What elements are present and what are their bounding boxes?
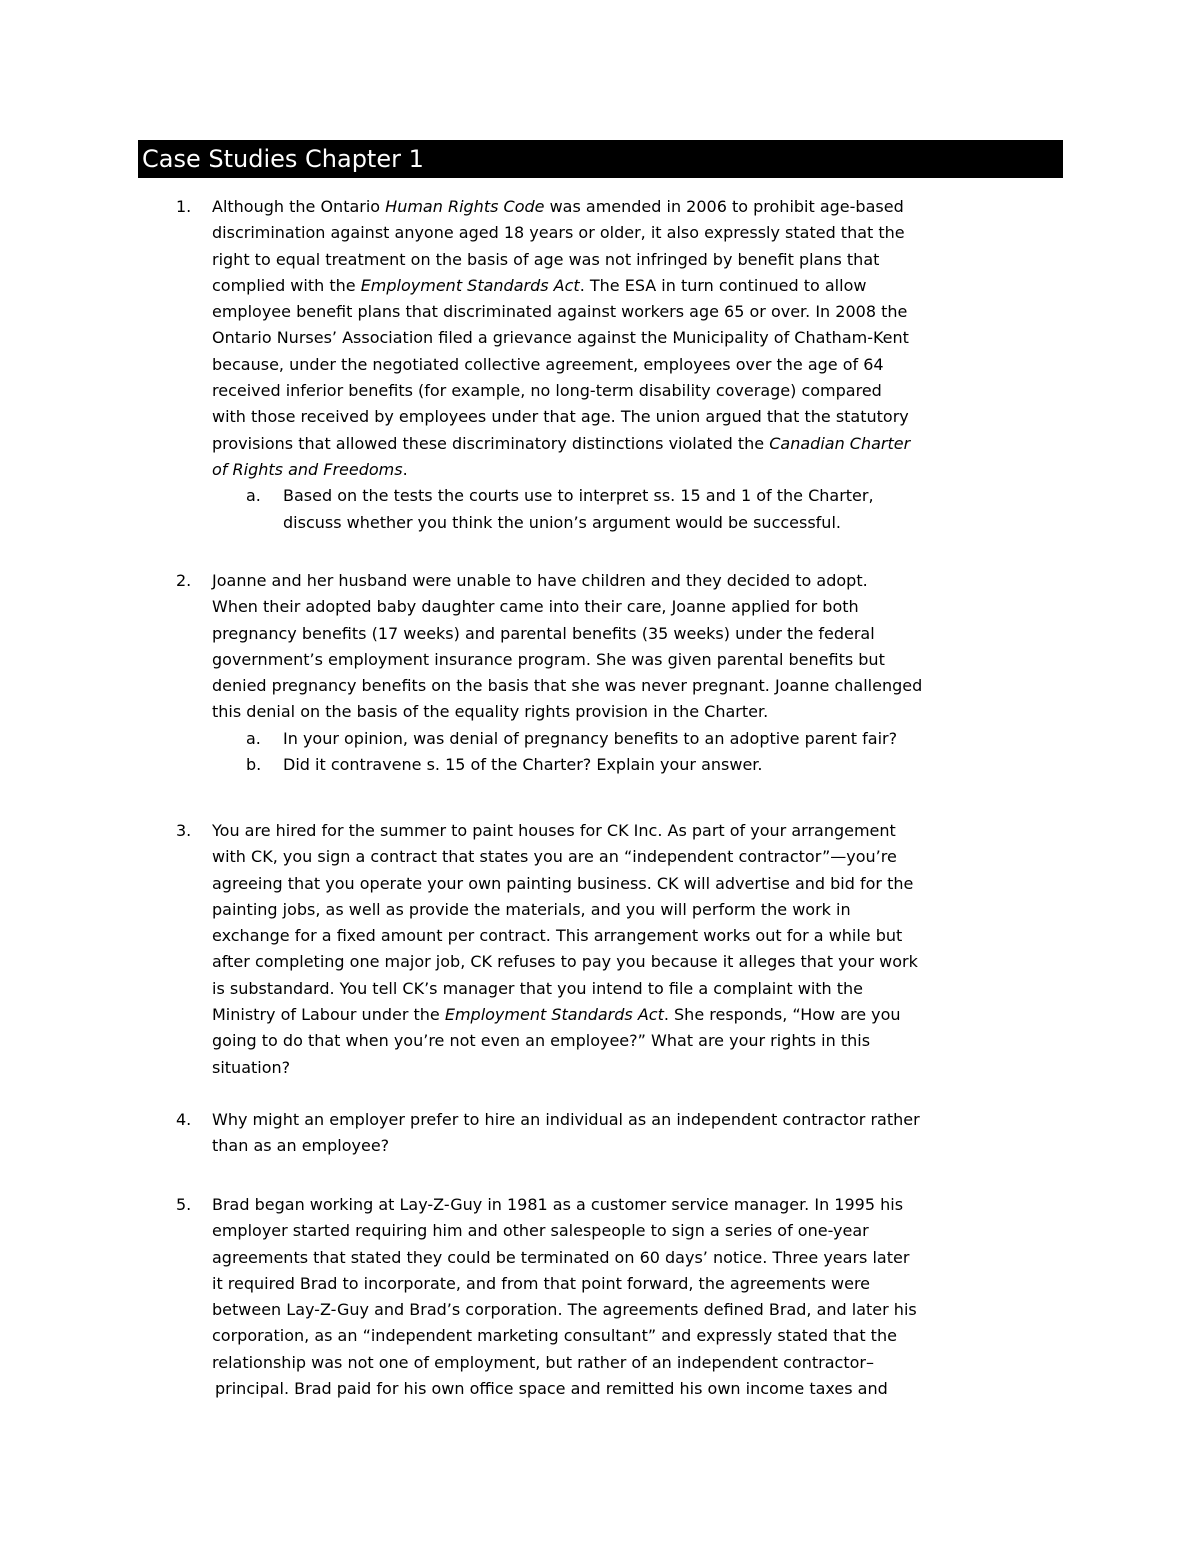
text-run: it required Brad to incorporate, and from that point forward, the agreements were [212, 1273, 871, 1293]
text-line [212, 871, 982, 897]
text-line: In your opinion, was denial of pregnancy benefits to an adoptive parent fair? [283, 728, 898, 748]
text-line [212, 1028, 982, 1054]
text-run: Brad began working at Lay-Z-Guy in 1981 as a customer service manager. In 1995 his [212, 1195, 904, 1214]
text-line [212, 1002, 982, 1028]
text-line [212, 378, 982, 404]
text-line [212, 844, 982, 870]
text-run: Although the Ontario [212, 197, 386, 216]
text-line [212, 404, 982, 430]
question-number: 3. [176, 821, 192, 840]
text-line [212, 699, 982, 725]
text-run: corporation, as an “independent marketing consultant” and expressly stated that the [212, 1326, 897, 1346]
text-line [212, 457, 982, 483]
text-line: discuss whether you think the union’s argument would be successful. [283, 512, 841, 532]
sub-question-text [283, 726, 983, 752]
italic-text: Human Rights Code [385, 197, 545, 216]
text-run: Why might an employer prefer to hire an individual as an independent contractor rather [212, 1110, 920, 1129]
text-run: painting jobs, as well as provide the materials, and you will perform the work in [212, 899, 851, 919]
question-text [212, 1192, 982, 1402]
text-run: employee benefit plans that discriminated against workers age 65 or over. In 2008 the [212, 302, 908, 322]
text-run: is substandard. You tell CK’s manager that you intend to file a complaint with the [212, 978, 864, 998]
text-line [212, 897, 982, 923]
text-run: complied with the [212, 275, 361, 295]
text-run: with those received by employees under that age. The union argued that the statutory [212, 407, 909, 427]
text-run: after completing one major job, CK refuses to pay you because it alleges that your work [212, 952, 918, 972]
question-text [212, 568, 982, 726]
text-line [212, 220, 982, 246]
text-line [212, 194, 982, 220]
text-line [212, 923, 982, 949]
text-run: agreeing that you operate your own painting business. CK will advertise and bid for the [212, 873, 914, 893]
text-run: provisions that allowed these discriminatory distinctions violated the [212, 433, 770, 453]
text-run: government’s employment insurance program. She was given parental benefits but [212, 649, 885, 669]
text-run: principal. Brad paid for his own office space and remitted his own income taxes and [215, 1379, 888, 1399]
text-line: Did it contravene s. 15 of the Charter? Explain your answer. [283, 755, 763, 775]
text-line [212, 1323, 982, 1349]
text-line [212, 1055, 982, 1081]
text-run: . [402, 459, 408, 479]
sub-question-letter: a. [246, 486, 261, 506]
text-line [212, 1350, 982, 1376]
text-run: . The ESA in turn continued to allow [579, 275, 867, 295]
text-run: agreements that stated they could be terminated on 60 days’ notice. Three years later [212, 1247, 910, 1267]
text-run: pregnancy benefits (17 weeks) and parental benefits (35 weeks) under the federal [212, 623, 875, 643]
text-line [212, 325, 982, 351]
text-line [212, 299, 982, 325]
text-line [212, 1218, 982, 1244]
sub-question-text [283, 483, 983, 536]
text-line [212, 431, 982, 457]
text-run: relationship was not one of employment, but rather of an independent contractor– [212, 1352, 874, 1372]
question-number: 5. [176, 1195, 192, 1214]
italic-text: of Rights and Freedoms [212, 459, 403, 479]
text-line [212, 1376, 982, 1402]
text-line [212, 352, 982, 378]
italic-text: Employment Standards Act [444, 1005, 664, 1025]
text-run: You are hired for the summer to paint houses for CK Inc. As part of your arrangement [212, 821, 896, 840]
text-line [212, 568, 982, 594]
question-text [212, 818, 982, 1081]
text-line [212, 673, 982, 699]
text-run: with CK, you sign a contract that states you are an “independent contractor”—you’re [212, 847, 897, 867]
text-line [212, 1107, 982, 1133]
text-line [212, 247, 982, 273]
text-run: because, under the negotiated collective agreement, employees over the age of 64 [212, 354, 884, 374]
text-line [212, 818, 982, 844]
text-run: discrimination against anyone aged 18 years or older, it also expressly stated that the [212, 223, 905, 243]
text-line [212, 621, 982, 647]
sub-question-letter: b. [246, 755, 262, 775]
text-run: between Lay-Z-Guy and Brad’s corporation. The agreements defined Brad, and later his [212, 1300, 917, 1320]
text-line [212, 1297, 982, 1323]
text-line: Based on the tests the courts use to interpret ss. 15 and 1 of the Charter, [283, 486, 874, 506]
text-line [212, 1133, 982, 1159]
text-line [212, 976, 982, 1002]
italic-text: Employment Standards Act [360, 275, 580, 295]
question-text [212, 1107, 982, 1160]
text-run: right to equal treatment on the basis of age was not infringed by benefit plans that [212, 249, 880, 269]
text-run: Ontario Nurses’ Association filed a grievance against the Municipality of Chatham-Kent [212, 328, 909, 348]
text-run: this denial on the basis of the equality rights provision in the Charter. [212, 702, 769, 722]
question-number: 4. [176, 1110, 192, 1129]
text-line [212, 1271, 982, 1297]
question-text [212, 194, 982, 483]
text-run: situation? [212, 1057, 291, 1077]
text-line [212, 949, 982, 975]
text-line [212, 594, 982, 620]
text-run: Joanne and her husband were unable to have children and they decided to adopt. [212, 571, 868, 590]
text-line [212, 273, 982, 299]
text-run: denied pregnancy benefits on the basis that she was never pregnant. Joanne challenged [212, 676, 923, 696]
sub-question-letter: a. [246, 728, 261, 748]
text-run: employer started requiring him and other salespeople to sign a series of one-year [212, 1221, 869, 1241]
text-line [212, 1245, 982, 1271]
text-line [212, 1192, 982, 1218]
text-line [212, 647, 982, 673]
text-run: than as an employee? [212, 1136, 390, 1156]
text-run: received inferior benefits (for example, no long-term disability coverage) compared [212, 381, 882, 401]
text-run: exchange for a fixed amount per contract. This arrangement works out for a while but [212, 926, 903, 946]
question-number: 1. [176, 197, 192, 216]
text-run: . She responds, “How are you [663, 1005, 901, 1025]
text-run: Ministry of Labour under the [212, 1005, 445, 1025]
page-title: Case Studies Chapter 1 [142, 145, 424, 173]
text-run: was amended in 2006 to prohibit age-based [544, 197, 904, 216]
sub-question-text [283, 752, 983, 778]
text-run: When their adopted baby daughter came into their care, Joanne applied for both [212, 597, 859, 617]
question-number: 2. [176, 571, 192, 590]
text-run: going to do that when you’re not even an employee?” What are your rights in this [212, 1031, 871, 1051]
italic-text: Canadian Charter [769, 433, 911, 453]
title-bar [138, 140, 1063, 178]
